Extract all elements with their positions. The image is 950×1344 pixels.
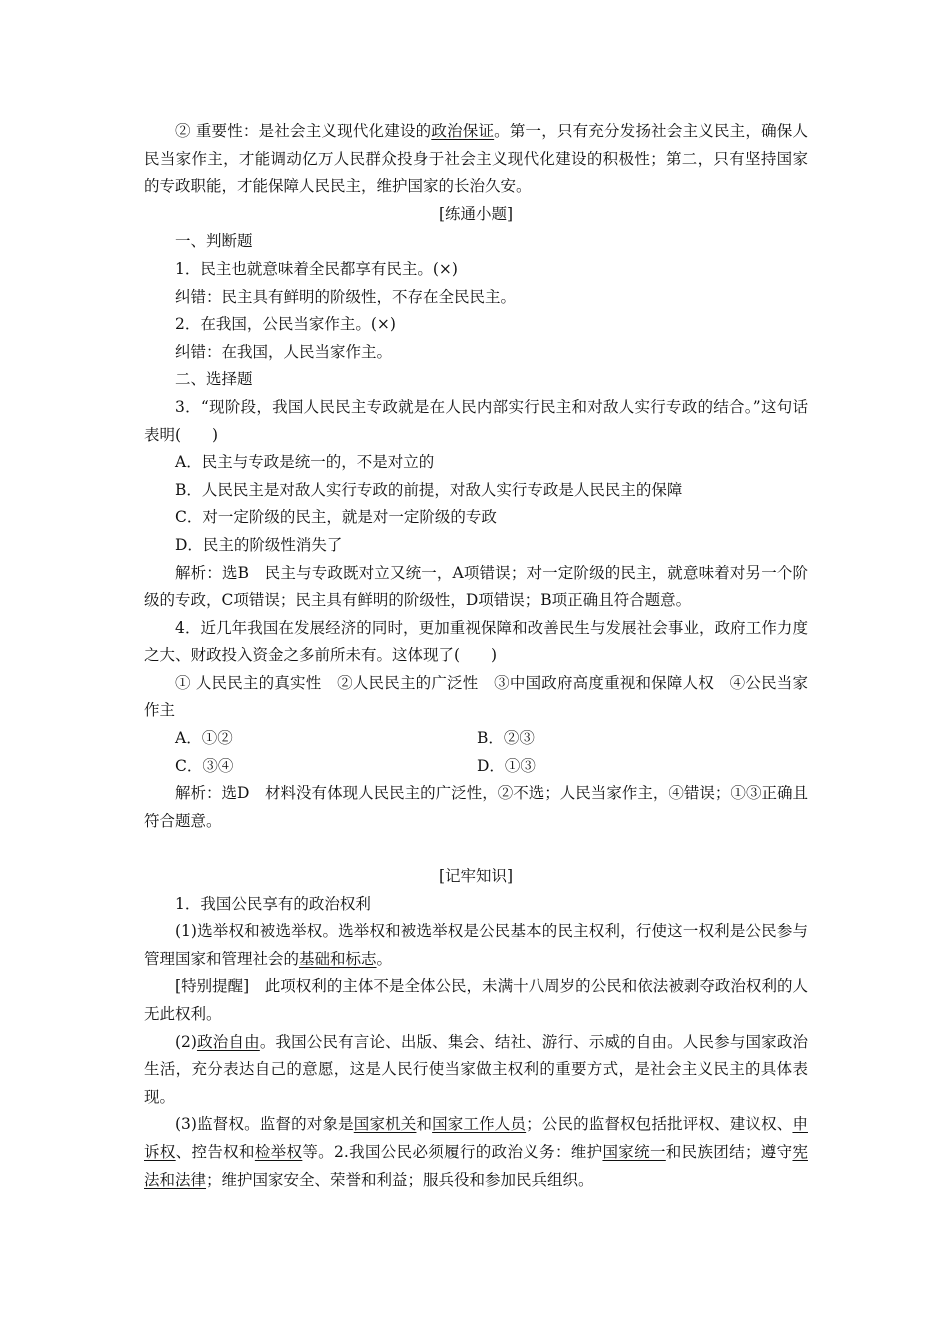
question-3-analysis: 解析：选B 民主与专政既对立又统一，A项错误；对一定阶级的民主，就意味着对另一个阶级的专政，C项错误；民主具有鲜明的阶级性，D项错误；B项正确且符合题意。 xyxy=(144,563,808,610)
underlined-term: 检举权 xyxy=(254,1142,303,1161)
text: 、控告权和 xyxy=(175,1142,255,1161)
text: 等。2.我国公民必须履行的政治义务：维护 xyxy=(302,1142,603,1161)
question-4-analysis: 解析：选D 材料没有体现人民民主的广泛性，②不选；人民当家作主，④错误；①③正确且符合题意。 xyxy=(144,784,808,830)
text: 。第一，只有充分发扬社会主义民主，确保人民当家作主，才能调动亿万人民群众投身于社会主义现代化建设的积极性；第二，只有坚持国家的专政职能，才能保障人民民主，维护国家的长治久安。 xyxy=(144,122,808,196)
text: 。 xyxy=(376,949,393,968)
question-3-option-d: D．民主的阶级性消失了 xyxy=(175,535,343,554)
question-4-option-c: C．③④ xyxy=(175,756,234,775)
text: (1)选举权和被选举权。选举权和被选举权是公民基本的民主权利，行使这一权利是公民参与管理国家和管理社会的 xyxy=(144,922,808,968)
underlined-term: 国家统一 xyxy=(602,1142,666,1161)
knowledge-paragraph-2 xyxy=(144,1029,808,1112)
question-3-option-c: C．对一定阶级的民主，就是对一定阶级的专政 xyxy=(175,508,497,527)
question-3: 3．“现阶段，我国人民民主专政就是在人民内部实行民主和对敌人实行专政的结合。”这句话表明( ) xyxy=(144,397,808,444)
question-1: 1．民主也就意味着全民都享有民主。(×) xyxy=(175,259,458,278)
question-3-option-a: A．民主与专政是统一的，不是对立的 xyxy=(175,453,435,472)
question-4-options-row-2 xyxy=(144,753,808,781)
question-2: 2．在我国，公民当家作主。(×) xyxy=(175,315,396,334)
knowledge-paragraph-3 xyxy=(144,1111,808,1194)
practice-heading: [练通小题] xyxy=(438,204,514,223)
question-3-option-b: B．人民民主是对敌人实行专政的前提，对敌人实行专政是人民民主的保障 xyxy=(175,480,683,499)
question-1-correction: 纠错：民主具有鲜明的阶级性，不存在全民民主。 xyxy=(175,287,517,306)
question-4-statements: ① 人民民主的真实性 ②人民民主的广泛性 ③中国政府高度重视和保障人权 ④公民当家作主 xyxy=(144,673,808,720)
knowledge-heading: [记牢知识] xyxy=(438,867,514,886)
section-judgement-title: 一、判断题 xyxy=(175,232,253,251)
underlined-term: 国家工作人员 xyxy=(432,1115,527,1134)
text: 和民族团结；遵守 xyxy=(665,1142,793,1161)
underlined-term: 宪法和法律 xyxy=(144,1142,808,1189)
importance-paragraph xyxy=(144,118,808,201)
underlined-term: 政治自由 xyxy=(196,1032,260,1051)
underlined-term: 基础和标志 xyxy=(299,949,377,968)
section-choice-title: 二、选择题 xyxy=(175,370,253,389)
text: ；公民的监督权包括批评权、建议权、 xyxy=(526,1115,793,1134)
underlined-term: 政治保证 xyxy=(431,122,495,140)
question-4-option-d: D．①③ xyxy=(477,756,536,775)
special-reminder: [特别提醒] 此项权利的主体不是全体公民，未满十八周岁的公民和依法被剥夺政治权利的人无此权利。 xyxy=(144,977,808,1023)
text: 和 xyxy=(416,1115,433,1134)
question-4-option-a: A．①② xyxy=(175,729,233,748)
spacer xyxy=(144,835,808,863)
document-page xyxy=(144,118,808,1194)
underlined-term: 申诉权 xyxy=(144,1115,808,1161)
question-4-options-row-1 xyxy=(144,725,808,753)
question-2-correction: 纠错：在我国，人民当家作主。 xyxy=(175,342,393,361)
text: ② 重要性：是社会主义现代化建设的 xyxy=(175,122,432,140)
knowledge-paragraph-1 xyxy=(144,918,808,973)
text: 。我国公民有言论、出版、集会、结社、游行、示威的自由。人民参与国家政治生活，充分表达自己的意愿，这是人民行使当家做主权利的重要方式，是社会主义民主的具体表现。 xyxy=(144,1032,808,1106)
underlined-term: 国家机关 xyxy=(353,1115,417,1134)
text: (3)监督权。监督的对象是 xyxy=(175,1115,354,1134)
knowledge-title-1: 1．我国公民享有的政治权利 xyxy=(175,894,371,913)
text: (2) xyxy=(175,1032,197,1051)
text: ；维护国家安全、荣誉和利益；服兵役和参加民兵组织。 xyxy=(206,1170,594,1189)
question-4-option-b: B．②③ xyxy=(477,729,535,748)
question-4: 4．近几年我国在发展经济的同时，更加重视保障和改善民生与发展社会事业，政府工作力度之大、财政投入资金之多前所未有。这体现了( ) xyxy=(144,618,808,665)
